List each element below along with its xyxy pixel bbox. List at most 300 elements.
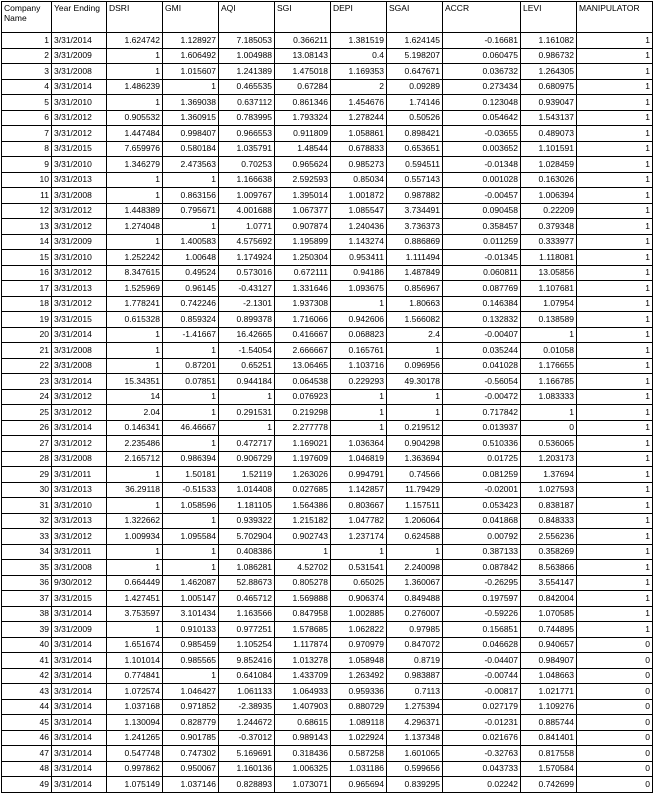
cell-levi: 0.680975 xyxy=(521,79,577,95)
cell-manipulator: 1 xyxy=(577,482,653,498)
cell-year-ending: 3/31/2009 xyxy=(52,234,107,250)
cell-company-name: 48 xyxy=(2,761,52,777)
cell-year-ending: 3/31/2012 xyxy=(52,203,107,219)
cell-manipulator: 1 xyxy=(577,188,653,204)
cell-levi: 0.885744 xyxy=(521,715,577,731)
cell-aqi: 9.852416 xyxy=(219,653,275,669)
cell-depi: 1.001872 xyxy=(331,188,387,204)
cell-sgi: 1.475018 xyxy=(275,64,331,80)
cell-year-ending: 3/31/2014 xyxy=(52,637,107,653)
cell-company-name: 34 xyxy=(2,544,52,560)
cell-sgai: 0.856967 xyxy=(387,281,443,297)
cell-levi: 0.163026 xyxy=(521,172,577,188)
cell-levi: 2.556236 xyxy=(521,529,577,545)
table-row xyxy=(2,296,653,312)
cell-accr: -0.32763 xyxy=(443,746,521,762)
cell-aqi: 0.899378 xyxy=(219,312,275,328)
cell-accr: 0.036732 xyxy=(443,64,521,80)
cell-sgai: 1 xyxy=(387,343,443,359)
cell-gmi: 0.859324 xyxy=(163,312,219,328)
cell-aqi: 1.160136 xyxy=(219,761,275,777)
cell-accr: 0.021676 xyxy=(443,730,521,746)
cell-dsri: 1.101014 xyxy=(107,653,163,669)
cell-levi: 0.742699 xyxy=(521,777,577,793)
cell-levi: 1.161082 xyxy=(521,33,577,49)
cell-manipulator: 1 xyxy=(577,95,653,111)
cell-manipulator: 1 xyxy=(577,374,653,390)
cell-year-ending: 3/31/2008 xyxy=(52,64,107,80)
cell-levi: 13.05856 xyxy=(521,265,577,281)
cell-sgi: 1.073071 xyxy=(275,777,331,793)
column-header-aqi: AQI xyxy=(219,2,275,33)
table-body xyxy=(2,33,653,793)
cell-manipulator: 1 xyxy=(577,110,653,126)
cell-sgai: 4.296371 xyxy=(387,715,443,731)
cell-gmi: 0.580184 xyxy=(163,141,219,157)
cell-year-ending: 3/31/2010 xyxy=(52,157,107,173)
cell-sgi: 0.318436 xyxy=(275,746,331,762)
cell-manipulator: 1 xyxy=(577,64,653,80)
cell-year-ending: 3/31/2014 xyxy=(52,730,107,746)
cell-year-ending: 3/31/2015 xyxy=(52,312,107,328)
cell-sgi: 1.064933 xyxy=(275,684,331,700)
cell-aqi: 0.465712 xyxy=(219,591,275,607)
cell-sgi: 0.027685 xyxy=(275,482,331,498)
cell-dsri: 1 xyxy=(107,327,163,343)
cell-dsri: 1 xyxy=(107,358,163,374)
cell-aqi: 0.65251 xyxy=(219,358,275,374)
cell-sgai: 0.839295 xyxy=(387,777,443,793)
cell-gmi: 0.863156 xyxy=(163,188,219,204)
column-header-company-name: Company Name xyxy=(2,2,52,33)
table-row xyxy=(2,343,653,359)
table-row xyxy=(2,591,653,607)
table-row xyxy=(2,374,653,390)
cell-dsri: 1.651674 xyxy=(107,637,163,653)
cell-depi: 1.058861 xyxy=(331,126,387,142)
table-row xyxy=(2,126,653,142)
table-row xyxy=(2,141,653,157)
cell-sgai: 0.096956 xyxy=(387,358,443,374)
cell-company-name: 33 xyxy=(2,529,52,545)
cell-aqi: 5.702904 xyxy=(219,529,275,545)
cell-manipulator: 1 xyxy=(577,622,653,638)
table-header xyxy=(2,2,653,33)
cell-manipulator: 0 xyxy=(577,777,653,793)
cell-dsri: 0.664449 xyxy=(107,575,163,591)
cell-gmi: 1 xyxy=(163,544,219,560)
cell-company-name: 20 xyxy=(2,327,52,343)
cell-sgai: 1.487849 xyxy=(387,265,443,281)
cell-depi: 1.046819 xyxy=(331,451,387,467)
cell-sgi: 0.68615 xyxy=(275,715,331,731)
cell-manipulator: 1 xyxy=(577,234,653,250)
cell-year-ending: 3/31/2012 xyxy=(52,405,107,421)
cell-accr: -0.01345 xyxy=(443,250,521,266)
cell-company-name: 11 xyxy=(2,188,52,204)
cell-manipulator: 1 xyxy=(577,389,653,405)
cell-aqi: 5.169691 xyxy=(219,746,275,762)
cell-depi: 0.65025 xyxy=(331,575,387,591)
cell-year-ending: 3/31/2012 xyxy=(52,296,107,312)
cell-depi: 0.4 xyxy=(331,48,387,64)
cell-depi: 0.970979 xyxy=(331,637,387,653)
cell-dsri: 1.525969 xyxy=(107,281,163,297)
cell-year-ending: 3/31/2008 xyxy=(52,188,107,204)
cell-levi: 0.379348 xyxy=(521,219,577,235)
cell-manipulator: 1 xyxy=(577,591,653,607)
cell-company-name: 38 xyxy=(2,606,52,622)
cell-accr: 0.02242 xyxy=(443,777,521,793)
cell-dsri: 1.252242 xyxy=(107,250,163,266)
cell-aqi: 0.641084 xyxy=(219,668,275,684)
cell-manipulator: 1 xyxy=(577,141,653,157)
cell-dsri: 1.346279 xyxy=(107,157,163,173)
cell-levi: 0.333977 xyxy=(521,234,577,250)
cell-sgi: 1.564386 xyxy=(275,498,331,514)
cell-aqi: -2.38935 xyxy=(219,699,275,715)
table-row xyxy=(2,513,653,529)
cell-accr: 0.197597 xyxy=(443,591,521,607)
cell-year-ending: 3/31/2008 xyxy=(52,358,107,374)
cell-levi: 0 xyxy=(521,420,577,436)
cell-aqi: 1.014408 xyxy=(219,482,275,498)
cell-dsri: 0.615328 xyxy=(107,312,163,328)
cell-year-ending: 3/31/2009 xyxy=(52,622,107,638)
cell-depi: 1.278244 xyxy=(331,110,387,126)
cell-dsri: 14 xyxy=(107,389,163,405)
cell-gmi: 1.128927 xyxy=(163,33,219,49)
cell-company-name: 5 xyxy=(2,95,52,111)
cell-year-ending: 3/31/2012 xyxy=(52,529,107,545)
cell-depi: 0.959336 xyxy=(331,684,387,700)
cell-year-ending: 3/31/2011 xyxy=(52,544,107,560)
cell-dsri: 1 xyxy=(107,560,163,576)
cell-depi: 1.169353 xyxy=(331,64,387,80)
cell-levi: 1.166785 xyxy=(521,374,577,390)
cell-accr: 0.156851 xyxy=(443,622,521,638)
cell-sgi: 1.793324 xyxy=(275,110,331,126)
cell-dsri: 1 xyxy=(107,95,163,111)
cell-aqi: 1.004988 xyxy=(219,48,275,64)
cell-year-ending: 3/31/2013 xyxy=(52,172,107,188)
cell-dsri: 0.905532 xyxy=(107,110,163,126)
cell-aqi: 1.166638 xyxy=(219,172,275,188)
cell-manipulator: 1 xyxy=(577,33,653,49)
cell-levi: 1 xyxy=(521,327,577,343)
cell-year-ending: 3/31/2012 xyxy=(52,126,107,142)
cell-aqi: 1 xyxy=(219,420,275,436)
cell-sgai: 1.566082 xyxy=(387,312,443,328)
cell-gmi: 0.07851 xyxy=(163,374,219,390)
cell-company-name: 42 xyxy=(2,668,52,684)
cell-year-ending: 3/31/2012 xyxy=(52,389,107,405)
cell-gmi: 1 xyxy=(163,79,219,95)
cell-levi: 1.021771 xyxy=(521,684,577,700)
cell-aqi: 0.906729 xyxy=(219,451,275,467)
table-row xyxy=(2,482,653,498)
table-row xyxy=(2,33,653,49)
cell-sgi: 1.578685 xyxy=(275,622,331,638)
cell-aqi: 1.244672 xyxy=(219,715,275,731)
cell-accr: 0.358457 xyxy=(443,219,521,235)
cell-levi: 0.744895 xyxy=(521,622,577,638)
cell-depi: 1.062822 xyxy=(331,622,387,638)
cell-year-ending: 3/31/2014 xyxy=(52,33,107,49)
cell-sgai: 0.276007 xyxy=(387,606,443,622)
cell-accr: 0.087769 xyxy=(443,281,521,297)
cell-levi: 1.37694 xyxy=(521,467,577,483)
cell-sgai: 2.240098 xyxy=(387,560,443,576)
cell-depi: 1.143274 xyxy=(331,234,387,250)
table-row xyxy=(2,95,653,111)
manipulator-data-table xyxy=(1,1,653,793)
cell-levi: 8.563866 xyxy=(521,560,577,576)
cell-aqi: 0.465535 xyxy=(219,79,275,95)
cell-year-ending: 9/30/2012 xyxy=(52,575,107,591)
cell-year-ending: 3/31/2011 xyxy=(52,467,107,483)
cell-accr: -0.59226 xyxy=(443,606,521,622)
cell-sgi: 1.716066 xyxy=(275,312,331,328)
cell-dsri: 1.322662 xyxy=(107,513,163,529)
cell-sgai: 0.983887 xyxy=(387,668,443,684)
table-row xyxy=(2,467,653,483)
cell-gmi: 0.96145 xyxy=(163,281,219,297)
cell-year-ending: 3/31/2014 xyxy=(52,653,107,669)
cell-depi: 0.678833 xyxy=(331,141,387,157)
cell-manipulator: 0 xyxy=(577,668,653,684)
cell-sgai: 1.74146 xyxy=(387,95,443,111)
cell-sgai: 5.198207 xyxy=(387,48,443,64)
cell-year-ending: 3/31/2014 xyxy=(52,746,107,762)
cell-gmi: 1 xyxy=(163,172,219,188)
cell-manipulator: 0 xyxy=(577,637,653,653)
cell-dsri: 1 xyxy=(107,64,163,80)
cell-aqi: 1.009767 xyxy=(219,188,275,204)
cell-depi: 1 xyxy=(331,296,387,312)
cell-year-ending: 3/31/2014 xyxy=(52,777,107,793)
cell-aqi: 0.977251 xyxy=(219,622,275,638)
cell-sgai: 1.206064 xyxy=(387,513,443,529)
cell-dsri: 1.075149 xyxy=(107,777,163,793)
cell-accr: 0.273434 xyxy=(443,79,521,95)
cell-manipulator: 1 xyxy=(577,498,653,514)
cell-accr: -0.00407 xyxy=(443,327,521,343)
cell-sgi: 1.013278 xyxy=(275,653,331,669)
cell-company-name: 4 xyxy=(2,79,52,95)
cell-aqi: 1.174924 xyxy=(219,250,275,266)
cell-manipulator: 0 xyxy=(577,715,653,731)
cell-aqi: 1.52119 xyxy=(219,467,275,483)
cell-aqi: 1.105254 xyxy=(219,637,275,653)
cell-accr: 0.001028 xyxy=(443,172,521,188)
cell-levi: 1.543137 xyxy=(521,110,577,126)
cell-company-name: 1 xyxy=(2,33,52,49)
table-row xyxy=(2,389,653,405)
column-header-dsri: DSRI xyxy=(107,2,163,33)
cell-sgai: 1.363694 xyxy=(387,451,443,467)
cell-depi: 1.085547 xyxy=(331,203,387,219)
cell-sgi: 4.52702 xyxy=(275,560,331,576)
cell-sgai: 3.736373 xyxy=(387,219,443,235)
cell-aqi: -0.43127 xyxy=(219,281,275,297)
cell-aqi: 1.035791 xyxy=(219,141,275,157)
cell-levi: 1.570584 xyxy=(521,761,577,777)
cell-depi: 0.942606 xyxy=(331,312,387,328)
cell-dsri: 1.448389 xyxy=(107,203,163,219)
cell-company-name: 9 xyxy=(2,157,52,173)
cell-depi: 1.103716 xyxy=(331,358,387,374)
cell-dsri: 1.241265 xyxy=(107,730,163,746)
cell-year-ending: 3/31/2014 xyxy=(52,420,107,436)
cell-accr: 0.081259 xyxy=(443,467,521,483)
cell-levi: 0.838187 xyxy=(521,498,577,514)
cell-manipulator: 1 xyxy=(577,219,653,235)
cell-company-name: 17 xyxy=(2,281,52,297)
cell-sgai: 0.219512 xyxy=(387,420,443,436)
cell-aqi: 1 xyxy=(219,389,275,405)
cell-depi: 0.068823 xyxy=(331,327,387,343)
cell-manipulator: 1 xyxy=(577,250,653,266)
cell-year-ending: 3/31/2010 xyxy=(52,95,107,111)
cell-gmi: 1.00648 xyxy=(163,250,219,266)
cell-depi: 0.587258 xyxy=(331,746,387,762)
table-row xyxy=(2,715,653,731)
cell-sgai: 0.557143 xyxy=(387,172,443,188)
cell-gmi: 0.998407 xyxy=(163,126,219,142)
cell-accr: -0.56054 xyxy=(443,374,521,390)
cell-accr: -0.00472 xyxy=(443,389,521,405)
header-row xyxy=(2,2,653,33)
cell-sgi: 1.263026 xyxy=(275,467,331,483)
cell-sgi: 0.064538 xyxy=(275,374,331,390)
cell-gmi: 1.037146 xyxy=(163,777,219,793)
cell-manipulator: 1 xyxy=(577,172,653,188)
cell-manipulator: 1 xyxy=(577,451,653,467)
cell-year-ending: 3/31/2010 xyxy=(52,498,107,514)
table-row xyxy=(2,436,653,452)
cell-gmi: 1 xyxy=(163,436,219,452)
cell-sgi: 1.569888 xyxy=(275,591,331,607)
cell-accr: -0.04407 xyxy=(443,653,521,669)
cell-gmi: 1 xyxy=(163,219,219,235)
cell-levi: 1.203173 xyxy=(521,451,577,467)
cell-year-ending: 3/31/2014 xyxy=(52,374,107,390)
cell-sgi: 1.169021 xyxy=(275,436,331,452)
cell-manipulator: 1 xyxy=(577,312,653,328)
cell-dsri: 0.146341 xyxy=(107,420,163,436)
cell-dsri: 1 xyxy=(107,544,163,560)
cell-company-name: 39 xyxy=(2,622,52,638)
cell-sgi: 0.672111 xyxy=(275,265,331,281)
cell-dsri: 1 xyxy=(107,188,163,204)
cell-sgi: 1.48544 xyxy=(275,141,331,157)
cell-sgi: 0.902743 xyxy=(275,529,331,545)
cell-company-name: 28 xyxy=(2,451,52,467)
cell-aqi: 1.181105 xyxy=(219,498,275,514)
cell-year-ending: 3/31/2014 xyxy=(52,606,107,622)
cell-accr: -0.01231 xyxy=(443,715,521,731)
cell-company-name: 7 xyxy=(2,126,52,142)
cell-dsri: 8.347615 xyxy=(107,265,163,281)
table-row xyxy=(2,157,653,173)
table-row xyxy=(2,761,653,777)
column-header-manipulator: MANIPULATOR xyxy=(577,2,653,33)
table-row xyxy=(2,219,653,235)
cell-depi: 1.022924 xyxy=(331,730,387,746)
table-row xyxy=(2,730,653,746)
table-row xyxy=(2,358,653,374)
cell-manipulator: 1 xyxy=(577,420,653,436)
cell-accr: 0.146384 xyxy=(443,296,521,312)
cell-company-name: 18 xyxy=(2,296,52,312)
cell-accr: 0.043733 xyxy=(443,761,521,777)
cell-depi: 1.036364 xyxy=(331,436,387,452)
table-row xyxy=(2,188,653,204)
cell-aqi: 1.0771 xyxy=(219,219,275,235)
cell-levi: 1.176655 xyxy=(521,358,577,374)
cell-gmi: -0.51533 xyxy=(163,482,219,498)
cell-gmi: 1.095584 xyxy=(163,529,219,545)
cell-levi: 1.101591 xyxy=(521,141,577,157)
cell-depi: 1.142857 xyxy=(331,482,387,498)
cell-depi: 0.994791 xyxy=(331,467,387,483)
cell-company-name: 40 xyxy=(2,637,52,653)
cell-company-name: 25 xyxy=(2,405,52,421)
cell-sgi: 1.250304 xyxy=(275,250,331,266)
cell-year-ending: 3/31/2009 xyxy=(52,48,107,64)
cell-sgai: 2.4 xyxy=(387,327,443,343)
cell-company-name: 46 xyxy=(2,730,52,746)
cell-accr: 0.046628 xyxy=(443,637,521,653)
cell-sgai: 0.594511 xyxy=(387,157,443,173)
cell-depi: 0.85034 xyxy=(331,172,387,188)
column-header-sgi: SGI xyxy=(275,2,331,33)
cell-levi: 0.22209 xyxy=(521,203,577,219)
cell-manipulator: 1 xyxy=(577,203,653,219)
cell-dsri: 1 xyxy=(107,234,163,250)
cell-sgai: 0.74566 xyxy=(387,467,443,483)
cell-company-name: 23 xyxy=(2,374,52,390)
cell-levi: 0.984907 xyxy=(521,653,577,669)
cell-accr: 0.011259 xyxy=(443,234,521,250)
cell-dsri: 7.659976 xyxy=(107,141,163,157)
cell-aqi: 0.637112 xyxy=(219,95,275,111)
cell-aqi: 4.001688 xyxy=(219,203,275,219)
cell-year-ending: 3/31/2015 xyxy=(52,141,107,157)
cell-dsri: 0.547748 xyxy=(107,746,163,762)
cell-company-name: 22 xyxy=(2,358,52,374)
cell-accr: 0.053423 xyxy=(443,498,521,514)
cell-sgi: 0.805278 xyxy=(275,575,331,591)
cell-gmi: 0.747302 xyxy=(163,746,219,762)
cell-company-name: 47 xyxy=(2,746,52,762)
cell-dsri: 2.235486 xyxy=(107,436,163,452)
cell-gmi: 0.795671 xyxy=(163,203,219,219)
cell-sgi: 0.965624 xyxy=(275,157,331,173)
cell-dsri: 2.165712 xyxy=(107,451,163,467)
cell-manipulator: 1 xyxy=(577,358,653,374)
cell-company-name: 27 xyxy=(2,436,52,452)
cell-gmi: 1.360915 xyxy=(163,110,219,126)
cell-company-name: 30 xyxy=(2,482,52,498)
cell-dsri: 1 xyxy=(107,622,163,638)
cell-sgi: 0.219298 xyxy=(275,405,331,421)
table-row xyxy=(2,451,653,467)
cell-sgi: 1.067377 xyxy=(275,203,331,219)
cell-sgi: 0.076923 xyxy=(275,389,331,405)
cell-manipulator: 1 xyxy=(577,265,653,281)
